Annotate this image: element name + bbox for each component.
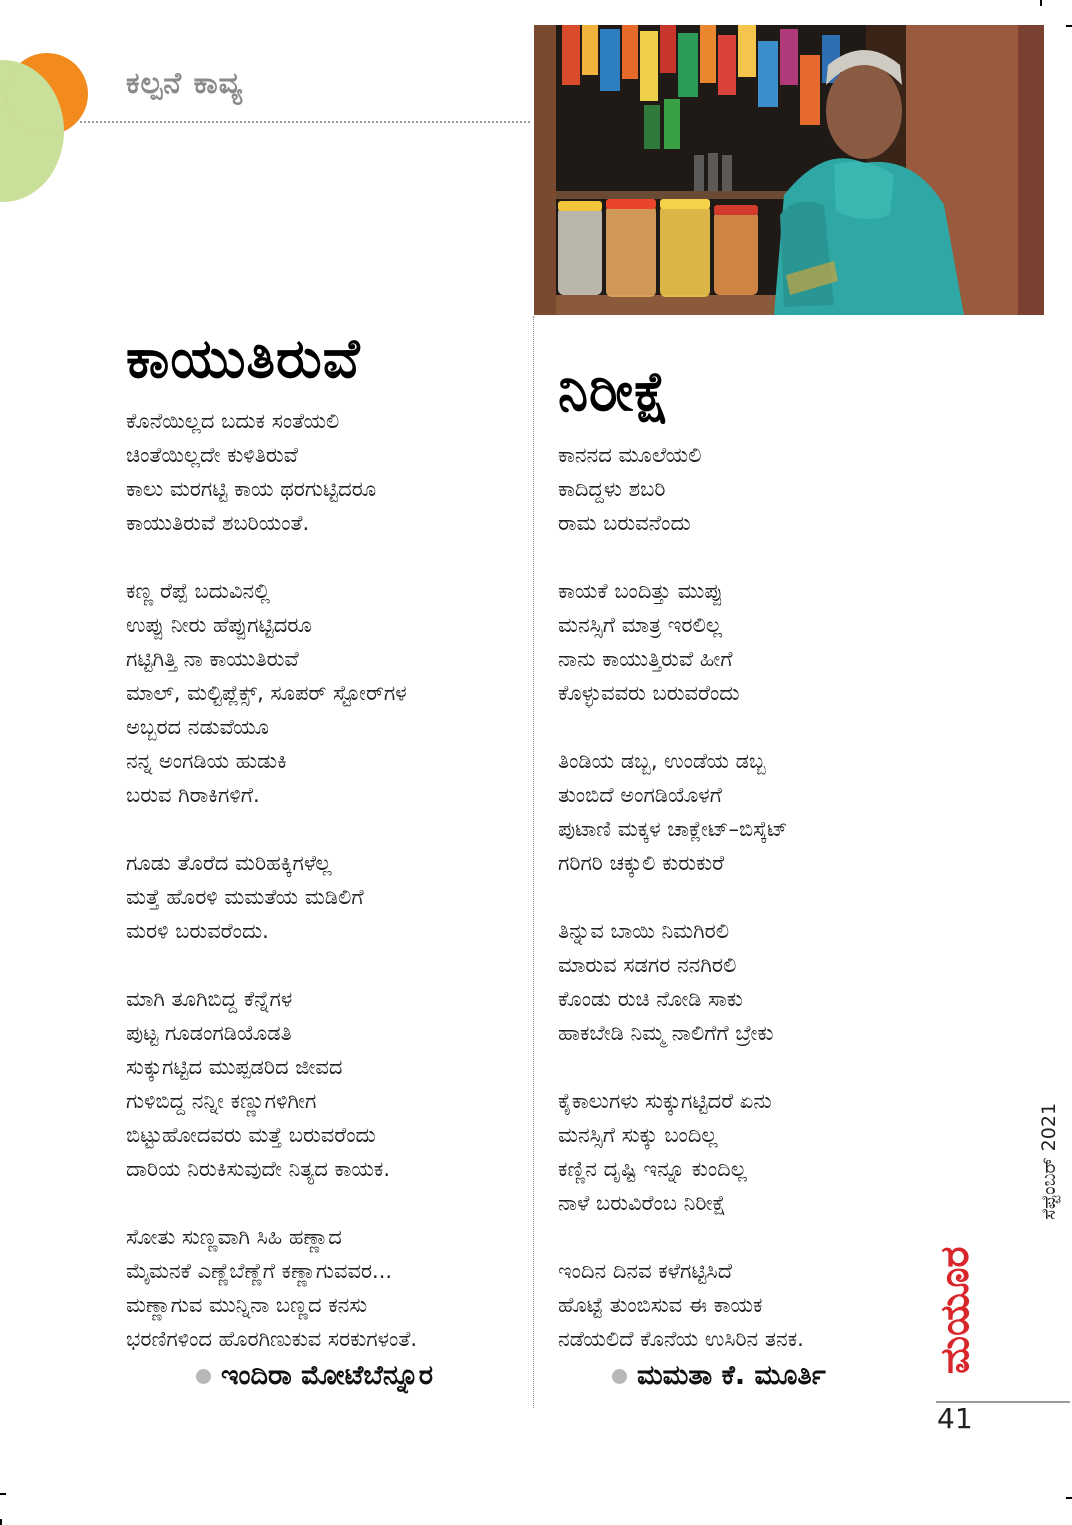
stanza xyxy=(558,574,804,710)
stanza xyxy=(558,914,804,1050)
poem-line: ಗೂಡು ತೊರೆದ ಮರಿಹಕ್ಕಿಗಳೆಲ್ಲ xyxy=(126,851,332,875)
poem-line: ಗರಿಗರಿ ಚಕ್ಕುಲಿ ಕುರುಕುರೆ xyxy=(558,851,725,875)
poem-line: ಕೈಕಾಲುಗಳು ಸುಕ್ಕುಗಟ್ಟಿದರೆ ಏನು xyxy=(558,1089,772,1113)
poem-line: ಕಣ್ಣ ರೆಪ್ಪೆ ಬದುವಿನಲ್ಲಿ xyxy=(126,579,271,603)
poem-line: ನಾನು ಕಾಯುತ್ತಿರುವೆ ಹೀಗೆ xyxy=(558,647,733,671)
issue-month-year: ಸೆಪ್ಟೆಂಬರ್ 2021 xyxy=(1038,1102,1060,1220)
author-name: ಇಂದಿರಾ ಮೋಟೆಬೆನ್ನೂರ xyxy=(221,1360,434,1391)
poem-line: ತಿಂಡಿಯ ಡಬ್ಬ, ಉಂಡೆಯ ಡಬ್ಬ xyxy=(558,749,766,773)
poem-line: ತುಂಬಿದೆ ಅಂಗಡಿಯೊಳಗೆ xyxy=(558,783,722,807)
section-title: ಕಲ್ಪನೆ ಕಾವ್ಯ xyxy=(126,66,244,101)
shopkeeper-photo xyxy=(534,25,1044,315)
poem-line: ಇಂದಿನ ದಿನವ ಕಳೆಗಟ್ಟಿಸಿದೆ xyxy=(558,1259,733,1283)
poem-line: ಕಾದಿದ್ದಳು ಶಬರಿ xyxy=(558,477,666,501)
poem-left-author xyxy=(196,1360,433,1392)
poem-right-body xyxy=(558,438,804,1390)
stanza xyxy=(558,744,804,880)
crop-mark xyxy=(0,1493,6,1495)
poem-line: ನನ್ನ ಅಂಗಡಿಯ ಹುಡುಕಿ xyxy=(126,749,287,773)
poem-line: ದಾರಿಯ ನಿರುಕಿಸುವುದೇ ನಿತ್ಯದ ಕಾಯಕ. xyxy=(126,1157,391,1181)
stanza xyxy=(126,846,417,948)
crop-mark xyxy=(1066,1497,1072,1499)
poem-line: ಮಾಗಿ ತೂಗಿಬಿದ್ದ ಕೆನ್ನೆಗಳ xyxy=(126,987,293,1011)
bullet-dot xyxy=(196,1369,211,1384)
poem-line: ಉಪ್ಪು ನೀರು ಹೆಪ್ಪುಗಟ್ಟಿದರೂ xyxy=(126,613,312,637)
poem-line: ನಡೆಯಲಿದೆ ಕೊನೆಯ ಉಸಿರಿನ ತನಕ. xyxy=(558,1327,804,1351)
poem-line: ಮೈಮನಕೆ ಎಣ್ಣೆಬೆಣ್ಣೆಗೆ ಕಣ್ಣಾಗುವವರ... xyxy=(126,1259,393,1283)
poem-line: ತಿನ್ನುವ ಬಾಯಿ ನಿಮಗಿರಲಿ xyxy=(558,919,730,943)
crop-mark xyxy=(1066,25,1072,27)
poem-line: ನಾಳೆ ಬರುವಿರೆಂಬ ನಿರೀಕ್ಷೆ xyxy=(558,1191,727,1215)
poem-line: ಹೊಟ್ಟೆ ತುಂಬಿಸುವ ಈ ಕಾಯಕ xyxy=(558,1293,763,1317)
stanza xyxy=(126,982,417,1186)
poem-line: ಕೊಳ್ಳುವವರು ಬರುವರೆಂದು xyxy=(558,681,740,705)
poem-line: ಮನಸ್ಸಿಗೆ ಮಾತ್ರ ಇರಲಿಲ್ಲ xyxy=(558,613,723,637)
poem-right-author xyxy=(612,1360,826,1392)
poem-line: ಸುಕ್ಕುಗಟ್ಟಿದ ಮುಪ್ಪಡರಿದ ಜೀವದ xyxy=(126,1055,343,1079)
crop-mark xyxy=(0,1519,2,1525)
poem-line: ಪುಟ್ಟ ಗೂಡಂಗಡಿಯೊಡತಿ xyxy=(126,1021,292,1045)
poem-line: ಮಾಲ್, ಮಲ್ಟಿಪ್ಲೆಕ್ಸ್, ಸೂಪರ್ ಸ್ಟೋರ್‌ಗಳ xyxy=(126,681,407,705)
poem-left-body xyxy=(126,404,417,1390)
poem-right-title: ನಿರೀಕ್ಷೆ xyxy=(558,360,670,423)
magazine-name: ಮಯೂರ xyxy=(932,1246,978,1374)
poem-line: ಗುಳಿಬಿದ್ದ ನನ್ನೀ ಕಣ್ಣುಗಳಿಗೀಗ xyxy=(126,1089,317,1113)
poem-line: ಕಾಯಕೆ ಬಂದಿತ್ತು ಮುಪ್ಪು xyxy=(558,579,724,603)
poem-line: ಚಿಂತೆಯಿಲ್ಲದೇ ಕುಳಿತಿರುವೆ xyxy=(126,443,298,467)
column-divider xyxy=(533,316,534,1408)
poem-line: ಕಾಯುತಿರುವೆ ಶಬರಿಯಂತೆ. xyxy=(126,511,310,535)
stanza xyxy=(558,438,804,540)
poem-line: ಅಬ್ಬರದ ನಡುವೆಯೂ xyxy=(126,715,270,739)
shop-illustration xyxy=(534,25,1044,315)
poem-line: ರಾಮ ಬರುವನೆಂದು xyxy=(558,511,691,535)
stanza xyxy=(126,1220,417,1356)
stanza xyxy=(126,574,417,812)
poem-line: ಕಾನನದ ಮೂಲೆಯಲಿ xyxy=(558,443,702,467)
decorative-orange-circle xyxy=(6,53,88,135)
poem-line: ಕೊಂಡು ರುಚಿ ನೋಡಿ ಸಾಕು xyxy=(558,987,743,1011)
poem-line: ಕೊನೆಯಿಲ್ಲದ ಬದುಕ ಸಂತೆಯಲಿ xyxy=(126,409,340,433)
poem-line: ಸೋತು ಸುಣ್ಣವಾಗಿ ಸಿಹಿ ಹಣ್ಣಾದ xyxy=(126,1225,342,1249)
poem-line: ಮತ್ತೆ ಹೊರಳಿ ಮಮತೆಯ ಮಡಿಲಿಗೆ xyxy=(126,885,364,909)
poem-line: ಕಾಲು ಮರಗಟ್ಟಿ ಕಾಯ ಥರಗುಟ್ಟಿದರೂ xyxy=(126,477,377,501)
crop-mark xyxy=(1040,0,1042,6)
stanza xyxy=(126,404,417,540)
stanza xyxy=(558,1254,804,1356)
poem-line: ಕಣ್ಣಿನ ದೃಷ್ಟಿ ಇನ್ನೂ ಕುಂದಿಲ್ಲ xyxy=(558,1157,747,1181)
poem-line: ಮಾರುವ ಸಡಗರ ನನಗಿರಲಿ xyxy=(558,953,737,977)
stanza xyxy=(558,1084,804,1220)
poem-line: ಬರುವ ಗಿರಾಕಿಗಳಿಗೆ. xyxy=(126,783,260,807)
page-number: 41 xyxy=(937,1402,973,1435)
poem-line: ಗಟ್ಟಿಗಿತ್ತಿ ನಾ ಕಾಯುತಿರುವೆ xyxy=(126,647,299,671)
poem-line: ಭರಣಿಗಳಿಂದ ಹೊರಗಿಣುಕುವ ಸರಕುಗಳಂತೆ. xyxy=(126,1327,418,1351)
bullet-dot xyxy=(612,1369,627,1384)
poem-line: ಪುಟಾಣಿ ಮಕ್ಕಳ ಚಾಕ್ಲೇಟ್–ಬಿಸ್ಕೆಟ್ xyxy=(558,817,788,841)
poem-line: ಮನಸ್ಸಿಗೆ ಸುಕ್ಕು ಬಂದಿಲ್ಲ xyxy=(558,1123,718,1147)
poem-left-title: ಕಾಯುತಿರುವೆ xyxy=(126,327,361,390)
poem-line: ಮರಳಿ ಬರುವರೆಂದು. xyxy=(126,919,269,943)
magazine-logo xyxy=(912,1246,1022,1374)
poem-line: ಮಣ್ಣಾಗುವ ಮುನ್ನಿನಾ ಬಣ್ಣದ ಕನಸು xyxy=(126,1293,368,1317)
author-name: ಮಮತಾ ಕೆ. ಮೂರ್ತಿ xyxy=(637,1360,826,1391)
header-dotted-rule xyxy=(80,121,530,123)
poem-line: ಹಾಕಬೇಡಿ ನಿಮ್ಮ ನಾಲಿಗೆಗೆ ಬ್ರೇಕು xyxy=(558,1021,774,1045)
poem-line: ಬಿಟ್ಟುಹೋದವರು ಮತ್ತೆ ಬರುವರೆಂದು xyxy=(126,1123,376,1147)
